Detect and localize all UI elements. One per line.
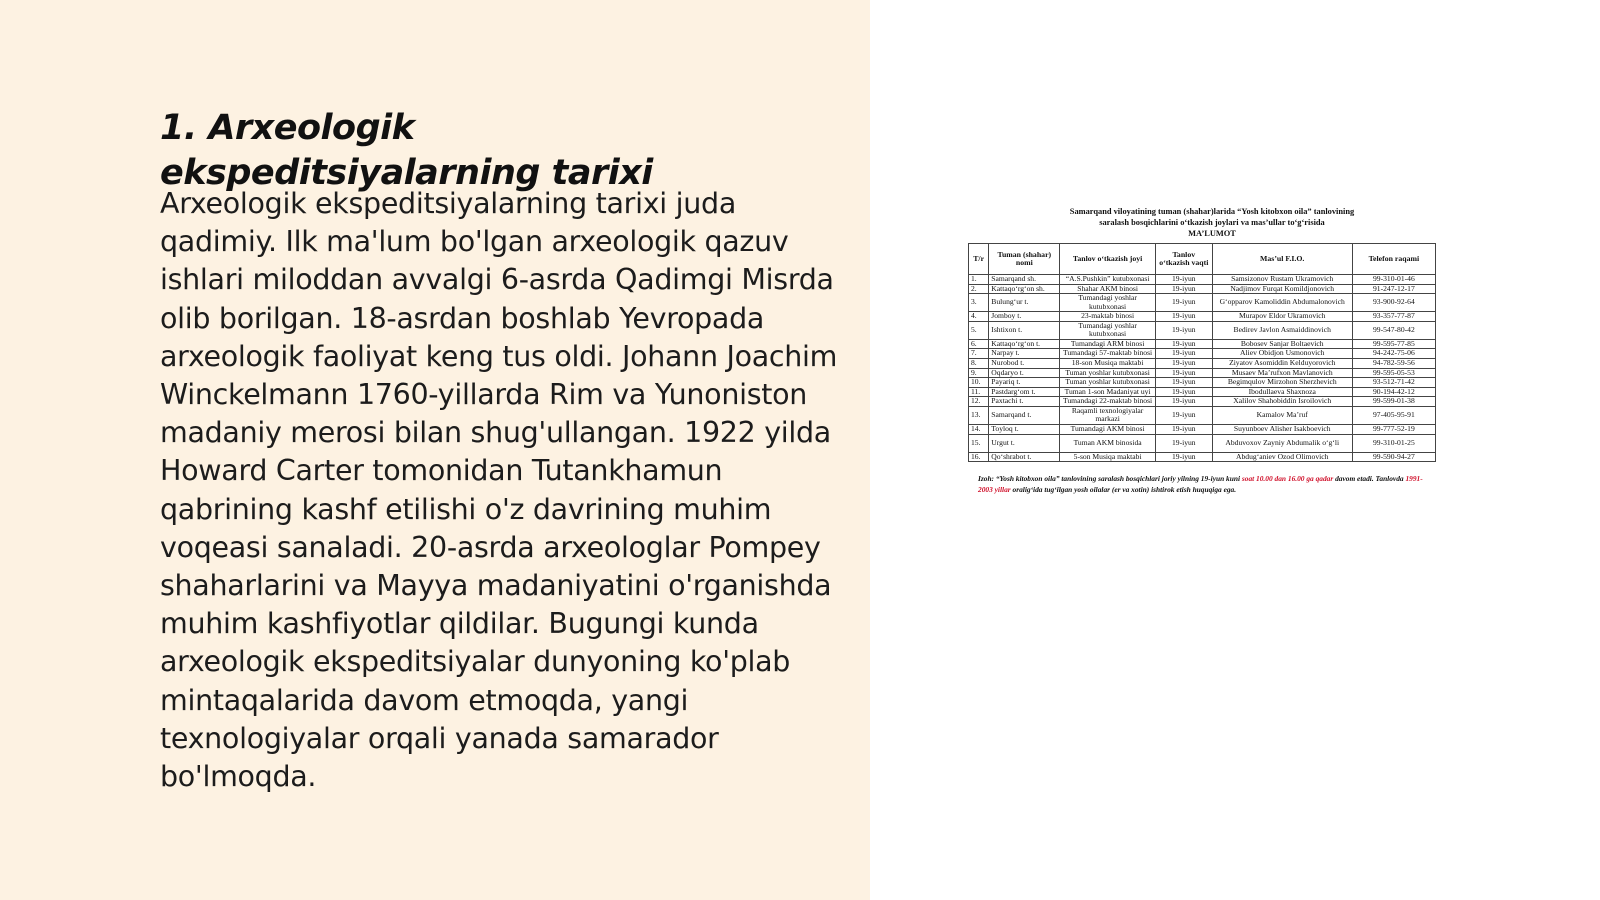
table-row [969, 368, 1436, 378]
table-cell-district: Jomboy t. [989, 312, 1060, 322]
table-cell-district: Toyloq t. [989, 424, 1060, 434]
table-cell-district: Narpay t. [989, 349, 1060, 359]
table-cell-place: Tumandagi 22-maktab binosi [1060, 397, 1156, 407]
table-cell-time: 19-iyun [1155, 434, 1212, 452]
column-header: Tuman (shahar) nomi [989, 244, 1060, 275]
table-cell-place: Tumandagi 57-maktab binosi [1060, 349, 1156, 359]
table-cell-phone: 99-599-01-38 [1352, 397, 1435, 407]
table-cell-person: Suyunboev Alisher Isakboevich [1212, 424, 1352, 434]
note-text: davom etadi. Tanlovda [1333, 474, 1406, 484]
table-cell-person: Abduvoxov Zayniy Abdumalik o‘g‘li [1212, 434, 1352, 452]
table-cell-n: 11. [969, 387, 989, 397]
table-cell-place: 18-son Musiqa maktabi [1060, 358, 1156, 368]
table-row [969, 339, 1436, 349]
table-cell-n: 1. [969, 275, 989, 285]
table-cell-place: Raqamli texnologiyalar markazi [1060, 406, 1156, 424]
table-cell-district: Qo‘shrabot t. [989, 452, 1060, 462]
document-image [968, 206, 1436, 495]
table-cell-district: Kattaqo‘rg‘on t. [989, 339, 1060, 349]
table-cell-district: Bulung‘ur t. [989, 294, 1060, 312]
table-cell-phone: 97-405-95-91 [1352, 406, 1435, 424]
schedule-table [968, 243, 1436, 462]
table-cell-n: 7. [969, 349, 989, 359]
table-row [969, 349, 1436, 359]
table-cell-phone: 99-777-52-19 [1352, 424, 1435, 434]
table-row [969, 434, 1436, 452]
table-row [969, 452, 1436, 462]
table-cell-n: 13. [969, 406, 989, 424]
note-text: Izoh: “Yosh kitobxon oila” tanlovining saralash bosqichlari joriy yilning 19-iyun kuni [978, 474, 1242, 484]
table-row [969, 284, 1436, 294]
document-note [978, 474, 1430, 495]
table-cell-n: 4. [969, 312, 989, 322]
table-row [969, 397, 1436, 407]
table-cell-phone: 99-595-05-53 [1352, 368, 1435, 378]
column-header: Telefon raqami [1352, 244, 1435, 275]
table-cell-n: 15. [969, 434, 989, 452]
table-cell-time: 19-iyun [1155, 312, 1212, 322]
table-cell-time: 19-iyun [1155, 321, 1212, 339]
table-cell-time: 19-iyun [1155, 358, 1212, 368]
table-cell-time: 19-iyun [1155, 368, 1212, 378]
table-cell-phone: 99-595-77-85 [1352, 339, 1435, 349]
table-row [969, 312, 1436, 322]
table-row [969, 387, 1436, 397]
table-cell-place: Tuman 1-son Madaniyat uyi [1060, 387, 1156, 397]
table-cell-time: 19-iyun [1155, 424, 1212, 434]
table-cell-place: Tumandagi ARM binosi [1060, 339, 1156, 349]
table-row [969, 424, 1436, 434]
table-cell-person: Bedirev Javlon Asmaiddinovich [1212, 321, 1352, 339]
table-cell-district: Paxtachi t. [989, 397, 1060, 407]
table-cell-phone: 91-247-12-17 [1352, 284, 1435, 294]
table-cell-phone: 99-310-01-46 [1352, 275, 1435, 285]
table-cell-phone: 90-194-42-12 [1352, 387, 1435, 397]
table-cell-n: 9. [969, 368, 989, 378]
table-cell-n: 14. [969, 424, 989, 434]
table-cell-phone: 94-782-59-56 [1352, 358, 1435, 368]
table-cell-place: 23-maktab binosi [1060, 312, 1156, 322]
table-cell-n: 12. [969, 397, 989, 407]
table-row [969, 358, 1436, 368]
table-cell-district: Payariq t. [989, 378, 1060, 388]
table-cell-person: Murapov Eldor Ukramovich [1212, 312, 1352, 322]
table-cell-time: 19-iyun [1155, 387, 1212, 397]
table-cell-place: Tuman AKM binosida [1060, 434, 1156, 452]
table-cell-phone: 99-547-80-42 [1352, 321, 1435, 339]
table-cell-district: Samarqand sh. [989, 275, 1060, 285]
table-body [969, 275, 1436, 462]
table-cell-person: G‘opparov Kamoliddin Abdumalonovich [1212, 294, 1352, 312]
table-cell-person: Ibodullaeva Shaxnoza [1212, 387, 1352, 397]
table-cell-place: “A.S.Pushkin” kutubxonasi [1060, 275, 1156, 285]
table-row [969, 294, 1436, 312]
table-cell-place: Tumandagi yoshlar kutubxonasi [1060, 321, 1156, 339]
table-cell-n: 8. [969, 358, 989, 368]
table-cell-place: Tuman yoshlar kutubxonasi [1060, 378, 1156, 388]
table-cell-place: Tumandagi yoshlar kutubxonasi [1060, 294, 1156, 312]
table-header-row [969, 244, 1436, 275]
document-header [998, 206, 1426, 239]
column-header: Tanlov o‘tkazish vaqti [1155, 244, 1212, 275]
table-cell-n: 6. [969, 339, 989, 349]
table-cell-phone: 99-310-01-25 [1352, 434, 1435, 452]
note-text: oralig‘ida tug‘ilgan yosh oilalar (er va xotin) ishtirok etish huquqiga ega. [1010, 484, 1237, 494]
table-cell-district: Samarqand t. [989, 406, 1060, 424]
table-cell-person: Samsizonov Rustam Ukramovich [1212, 275, 1352, 285]
note-highlight: soat 10.00 dan 16.00 ga qadar [1241, 474, 1334, 484]
table-cell-time: 19-iyun [1155, 378, 1212, 388]
table-cell-person: Bobosev Sanjar Boltaevich [1212, 339, 1352, 349]
table-row [969, 321, 1436, 339]
table-cell-time: 19-iyun [1155, 275, 1212, 285]
table-cell-phone: 99-590-94-27 [1352, 452, 1435, 462]
table-cell-district: Ishtixon t. [989, 321, 1060, 339]
table-cell-n: 16. [969, 452, 989, 462]
table-cell-district: Oqdaryo t. [989, 368, 1060, 378]
table-row [969, 406, 1436, 424]
table-cell-n: 2. [969, 284, 989, 294]
table-cell-district: Pastdarg‘om t. [989, 387, 1060, 397]
column-header: Mas’ul F.I.O. [1212, 244, 1352, 275]
table-cell-time: 19-iyun [1155, 349, 1212, 359]
table-cell-time: 19-iyun [1155, 397, 1212, 407]
table-cell-person: Xalilov Shahobiddin Isroilovich [1212, 397, 1352, 407]
table-cell-person: Ziyatov Asomiddin Kelduyorovich [1212, 358, 1352, 368]
table-cell-person: Aliev Obidjon Usmonovich [1212, 349, 1352, 359]
table-cell-place: 5-son Musiqa maktabi [1060, 452, 1156, 462]
table-cell-time: 19-iyun [1155, 339, 1212, 349]
table-cell-district: Nurobod t. [989, 358, 1060, 368]
table-cell-district: Urgut t. [989, 434, 1060, 452]
table-cell-district: Kattaqo‘rg‘on sh. [989, 284, 1060, 294]
slide-title: 1. Arxeologik ekspeditsiyalarning tarixi [160, 108, 653, 193]
table-cell-time: 19-iyun [1155, 406, 1212, 424]
table-cell-time: 19-iyun [1155, 294, 1212, 312]
table-cell-place: Tumandagi AKM binosi [1060, 424, 1156, 434]
table-cell-phone: 93-357-77-87 [1352, 312, 1435, 322]
table-cell-n: 3. [969, 294, 989, 312]
table-cell-phone: 94-242-75-06 [1352, 349, 1435, 359]
table-cell-phone: 93-900-92-64 [1352, 294, 1435, 312]
table-cell-person: Begimqulov Mirzohon Sherzhevich [1212, 378, 1352, 388]
table-cell-person: Abdug‘aniev Ozod Olimovich [1212, 452, 1352, 462]
table-cell-place: Shahar AKM binosi [1060, 284, 1156, 294]
table-cell-person: Musaev Ma’rufxon Mavlanovich [1212, 368, 1352, 378]
note-highlight: 1991-2003 yillar [978, 474, 1423, 494]
table-cell-person: Nadjimov Furqat Komildjonovich [1212, 284, 1352, 294]
table-cell-n: 5. [969, 321, 989, 339]
table-cell-place: Tuman yoshlar kutubxonasi [1060, 368, 1156, 378]
document-header-line: Samarqand viloyatining tuman (shahar)larida “Yosh kitobxon oila” tanlovining [1069, 207, 1355, 216]
table-cell-time: 19-iyun [1155, 284, 1212, 294]
document-header-line: MA’LUMOT [1188, 229, 1236, 238]
column-header: T/r [969, 244, 989, 275]
slide-body-text: Arxeologik ekspeditsiyalarning tarixi juda qadimiy. Ilk ma'lum bo'lgan arxeologik qazuv ishlari miloddan avvalgi 6-asrda Qadimgi Misrda olib borilgan. 18-asrdan boshlab Yevropada arxeologik faoliyat keng tus oldi. Johann Joachim Winckelmann 1760-yillarda Rim va Yunoniston madaniy merosi bilan shug'ullangan. 1922 yilda Howard Carter tomonidan Tutankhamun qabrining kashf etilishi o'z davrining muhim voqeasi sanaladi. 20-asrda arxeologlar Pompey shaharlarini va Mayya madaniyatini o'rganishda muhim kashfiyotlar qildilar. Bugungi kunda arxeologik ekspeditsiyalar dunyoning ko'plab mintaqalarida davom etmoqda, yangi texnologiyalar orqali yanada samarador bo'lmoqda. [160, 187, 838, 794]
column-header: Tanlov o‘tkazish joyi [1060, 244, 1156, 275]
table-cell-n: 10. [969, 378, 989, 388]
table-cell-person: Kamalov Ma’ruf [1212, 406, 1352, 424]
table-cell-phone: 93-512-71-42 [1352, 378, 1435, 388]
document-header-line: saralash bosqichlarini o‘tkazish joylari va mas’ullar to‘g‘risida [1099, 218, 1325, 227]
table-row [969, 275, 1436, 285]
table-row [969, 378, 1436, 388]
table-cell-time: 19-iyun [1155, 452, 1212, 462]
